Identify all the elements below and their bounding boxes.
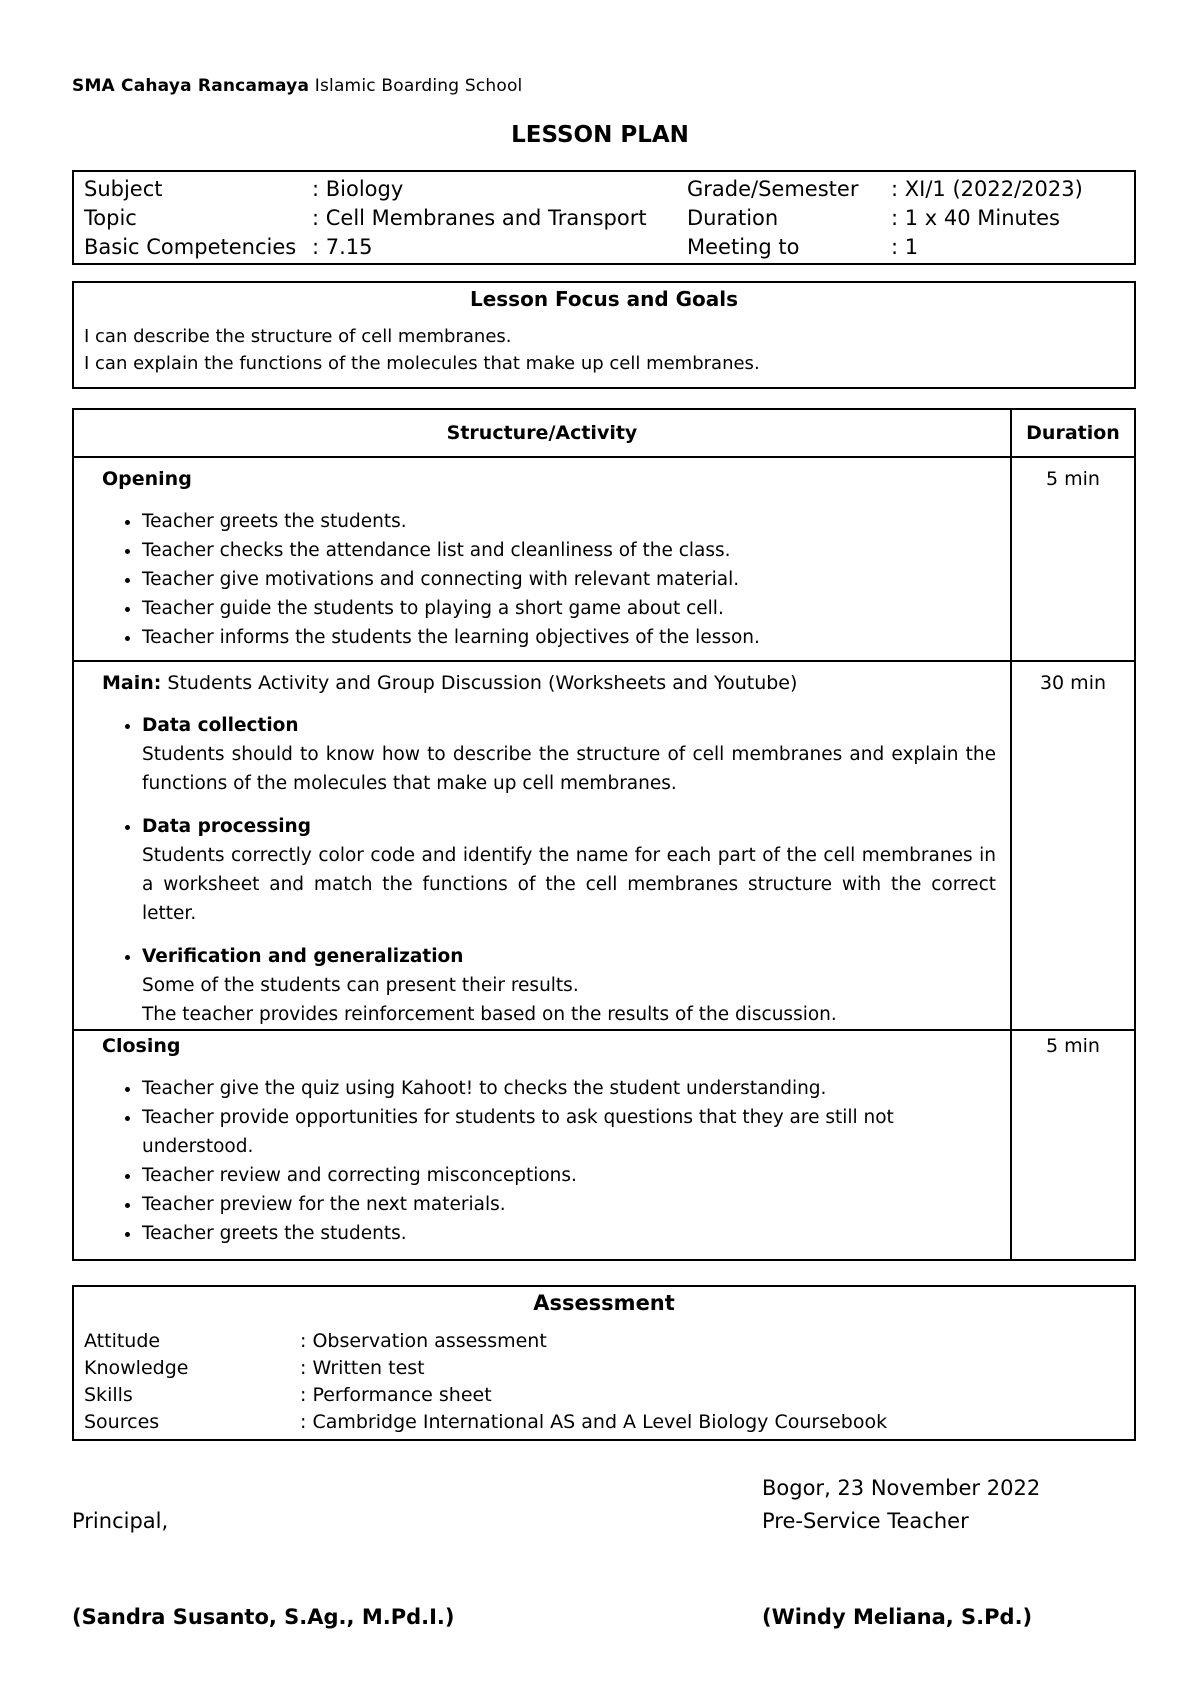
goal-line: I can explain the functions of the molecules that make up cell membranes. — [84, 353, 760, 374]
info-row: Basic Competencies : 7.15 Meeting to : 1 — [84, 234, 919, 259]
list-item: • Teacher guide the students to playing a short game about cell. — [142, 594, 996, 623]
assessment-row: Knowledge : Written test — [84, 1356, 425, 1379]
main-title: Main: Students Activity and Group Discussion (Worksheets and Youtube) — [102, 672, 798, 694]
closing-title: Closing — [102, 1035, 181, 1057]
step-data-collection: • Data collection Students should to know how to describe the structure of cell membranes and explain the functions of the molecules that make up cell membranes. — [142, 711, 996, 798]
opening-row — [73, 457, 1135, 661]
list-item: • Teacher give motivations and connecting with relevant material. — [142, 565, 996, 594]
activity-table — [72, 408, 1136, 1261]
list-item: • Teacher informs the students the learning objectives of the lesson. — [142, 623, 996, 652]
main-row — [73, 661, 1135, 1030]
assessment-row: Sources : Cambridge International AS and A Level Biology Coursebook — [84, 1410, 888, 1433]
place-date: Bogor, 23 November 2022 — [762, 1476, 1041, 1500]
teacher-name: (Windy Meliana, S.Pd.) — [762, 1605, 1033, 1629]
teacher-label: Pre-Service Teacher — [762, 1509, 969, 1533]
col-header-duration: Duration — [1011, 409, 1135, 457]
assessment-row: Skills : Performance sheet — [84, 1383, 492, 1406]
opening-list — [102, 507, 996, 652]
goal-line: I can describe the structure of cell membranes. — [84, 326, 512, 347]
col-header-activity: Structure/Activity — [73, 409, 1011, 457]
info-row: Subject : Biology Grade/Semester : XI/1 (2022/2023) — [84, 176, 1083, 201]
opening-duration: 5 min — [1011, 457, 1135, 661]
principal-name: (Sandra Susanto, S.Ag., M.Pd.I.) — [72, 1605, 455, 1629]
assessment-heading: Assessment — [533, 1291, 675, 1315]
principal-label: Principal, — [72, 1509, 169, 1533]
main-steps — [102, 711, 996, 1029]
info-table — [72, 170, 1136, 265]
list-item: • Teacher give the quiz using Kahoot! to checks the student understanding. — [142, 1074, 996, 1103]
list-item: • Teacher greets the students. — [142, 1219, 996, 1248]
focus-goals-table — [72, 281, 1136, 389]
step-verification: • Verification and generalization Some of the students can present their results. The teacher provides reinforcement based on the results of the discussion. — [142, 942, 996, 1029]
list-item: • Teacher review and correcting misconceptions. — [142, 1161, 996, 1190]
opening-title: Opening — [102, 468, 192, 490]
info-row: Topic : Cell Membranes and Transport Duration : 1 x 40 Minutes — [84, 205, 1060, 230]
step-data-processing: • Data processing Students correctly color code and identify the name for each part of the cell membranes in a worksheet and match the functions of the cell membranes structure with the correct letter. — [142, 812, 996, 928]
main-duration: 30 min — [1011, 661, 1135, 1030]
assessment-table — [72, 1285, 1136, 1441]
page-title: LESSON PLAN — [511, 122, 689, 148]
closing-list — [102, 1074, 996, 1248]
list-item: • Teacher provide opportunities for students to ask questions that they are still not understood. — [142, 1103, 996, 1161]
focus-heading: Lesson Focus and Goals — [469, 287, 739, 311]
assessment-row: Attitude : Observation assessment — [84, 1329, 547, 1352]
closing-row — [73, 1030, 1135, 1260]
list-item: • Teacher greets the students. — [142, 507, 996, 536]
list-item: • Teacher checks the attendance list and cleanliness of the class. — [142, 536, 996, 565]
school-name: SMA Cahaya Rancamaya Islamic Boarding School — [72, 76, 523, 96]
list-item: • Teacher preview for the next materials. — [142, 1190, 996, 1219]
closing-duration: 5 min — [1011, 1030, 1135, 1260]
